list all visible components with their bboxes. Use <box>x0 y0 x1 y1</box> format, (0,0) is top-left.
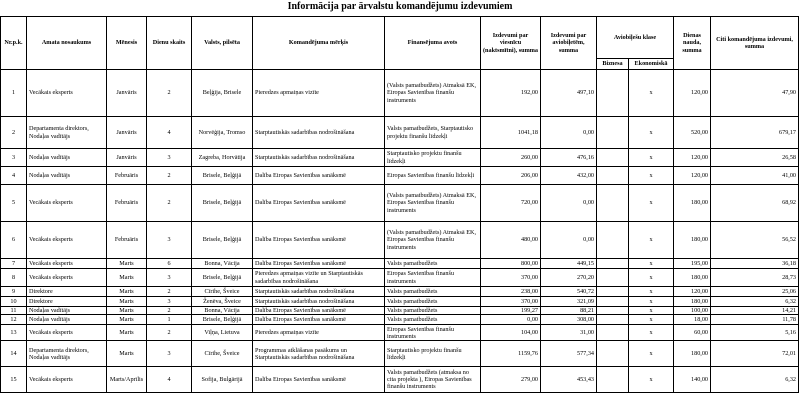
cell-tickets: 449,15 <box>541 259 597 269</box>
cell-daily: 100,00 <box>674 307 711 315</box>
cell-economy: x <box>629 167 674 185</box>
cell-accommodation: 370,00 <box>481 269 541 287</box>
cell-purpose: Dalība Eiropas Savienības sanāksmē <box>253 259 385 269</box>
cell-days: 2 <box>147 185 192 222</box>
cell-other: 679,17 <box>711 117 799 149</box>
cell-funding: (Valsts pamatbudžets) Atmaksā EK, Eiropas Savienības finanšu instruments <box>385 222 481 259</box>
table-row <box>1 315 799 325</box>
cell-other: 47,90 <box>711 70 799 117</box>
cell-other: 41,00 <box>711 167 799 185</box>
cell-economy: x <box>629 297 674 307</box>
cell-funding: Starptautisko projektu finanšu līdzekļi <box>385 149 481 167</box>
cell-business <box>597 222 629 259</box>
cell-month: Marts <box>107 315 147 325</box>
cell-nr: 10 <box>1 297 27 307</box>
cell-tickets: 0,00 <box>541 185 597 222</box>
cell-country: Viļņa, Lietuva <box>192 325 253 341</box>
cell-position: Vecākais eksperts <box>27 325 107 341</box>
cell-funding: Valsts pamatbudžets <box>385 315 481 325</box>
cell-days: 3 <box>147 222 192 259</box>
cell-nr: 1 <box>1 70 27 117</box>
cell-tickets: 0,00 <box>541 222 597 259</box>
cell-funding: Starptautisko projektu finanšu līdzekļi <box>385 341 481 367</box>
col-header-tickets: Izdevumi par aviobiļetēm, summa <box>541 17 597 70</box>
cell-month: Februāris <box>107 222 147 259</box>
table-row <box>1 222 799 259</box>
page-title: Informācija par ārvalstu komandējumu izdevumiem <box>287 1 513 12</box>
cell-economy: x <box>629 325 674 341</box>
cell-business <box>597 287 629 297</box>
cell-month: Marts <box>107 259 147 269</box>
cell-business <box>597 269 629 287</box>
cell-business <box>597 185 629 222</box>
cell-nr: 14 <box>1 341 27 367</box>
cell-other: 6,32 <box>711 367 799 393</box>
cell-purpose: Dalība Eiropas Savienības sanāksmē <box>253 167 385 185</box>
table-row <box>1 307 799 315</box>
cell-daily: 18,00 <box>674 315 711 325</box>
cell-country: Zagreba, Horvātija <box>192 149 253 167</box>
cell-nr: 2 <box>1 117 27 149</box>
cell-country: Brisele, Beļģijā <box>192 185 253 222</box>
cell-country: Cīrihe, Šveice <box>192 341 253 367</box>
cell-daily: 60,00 <box>674 325 711 341</box>
cell-tickets: 308,00 <box>541 315 597 325</box>
cell-purpose: Starptautiskās sadarbības nodrošināšana <box>253 149 385 167</box>
cell-economy: x <box>629 70 674 117</box>
cell-nr: 4 <box>1 167 27 185</box>
cell-days: 3 <box>147 341 192 367</box>
cell-purpose: Pieredzes apmaiņas vizīte <box>253 70 385 117</box>
cell-other: 26,58 <box>711 149 799 167</box>
cell-accommodation: 104,00 <box>481 325 541 341</box>
cell-accommodation: 206,00 <box>481 167 541 185</box>
cell-purpose: Programmas atklāšanas pasākums un Starptautiskās sadarbības nodrošināšana <box>253 341 385 367</box>
cell-days: 3 <box>147 149 192 167</box>
cell-country: Norvēģija, Tromso <box>192 117 253 149</box>
cell-funding: Valsts pamatbudžets (atmaksa no cita projekta ), Eiropas Savienības finanšu instruments <box>385 367 481 393</box>
cell-position: Departamenta direktors, Nodaļas vadītājs <box>27 341 107 367</box>
cell-nr: 8 <box>1 269 27 287</box>
cell-funding: (Valsts pamatbudžets) Atmaksā EK, Eiropas Savienības finanšu instruments <box>385 185 481 222</box>
cell-days: 4 <box>147 367 192 393</box>
cell-tickets: 88,21 <box>541 307 597 315</box>
cell-tickets: 270,20 <box>541 269 597 287</box>
cell-other: 5,16 <box>711 325 799 341</box>
cell-other: 6,32 <box>711 297 799 307</box>
cell-country: Brisele, Beļģijā <box>192 222 253 259</box>
col-header-accommodation: Izdevumi par viesnīcu (naktsmītni), summa <box>481 17 541 70</box>
cell-tickets: 497,10 <box>541 70 597 117</box>
cell-funding: Eiropas Savienības finanšu instruments <box>385 269 481 287</box>
cell-month: Marts <box>107 287 147 297</box>
cell-position: Vecākais eksperts <box>27 259 107 269</box>
cell-nr: 15 <box>1 367 27 393</box>
col-header-ticket-class: Aviobiļešu klase <box>597 17 674 59</box>
cell-daily: 120,00 <box>674 70 711 117</box>
cell-position: Direktore <box>27 287 107 297</box>
col-header-country: Valsts, pilsēta <box>192 17 253 70</box>
cell-nr: 13 <box>1 325 27 341</box>
cell-nr: 9 <box>1 287 27 297</box>
cell-business <box>597 341 629 367</box>
cell-days: 3 <box>147 297 192 307</box>
cell-funding: (Valsts pamatbudžets) Atmaksā EK, Eiropas Savienības finanšu instruments <box>385 70 481 117</box>
cell-funding: Eiropas Savienības finanšu instruments <box>385 325 481 341</box>
cell-accommodation: 480,00 <box>481 222 541 259</box>
cell-accommodation: 0,00 <box>481 315 541 325</box>
cell-accommodation: 370,00 <box>481 297 541 307</box>
table-body <box>1 70 799 393</box>
cell-nr: 7 <box>1 259 27 269</box>
col-header-purpose: Komandējuma mērķis <box>253 17 385 70</box>
cell-accommodation: 1041,18 <box>481 117 541 149</box>
cell-position: Departamenta direktors, Nodaļas vadītājs <box>27 117 107 149</box>
cell-nr: 11 <box>1 307 27 315</box>
cell-funding: Valsts pamatbudžets, Starptautisko projektu finanšu līdzekļi <box>385 117 481 149</box>
cell-funding: Valsts pamatbudžets <box>385 259 481 269</box>
cell-daily: 180,00 <box>674 341 711 367</box>
cell-country: Brisele, Beļģijā <box>192 315 253 325</box>
cell-accommodation: 238,00 <box>481 287 541 297</box>
table-row <box>1 149 799 167</box>
cell-economy: x <box>629 341 674 367</box>
cell-accommodation: 1159,76 <box>481 341 541 367</box>
cell-month: Janvāris <box>107 117 147 149</box>
cell-daily: 195,00 <box>674 259 711 269</box>
cell-business <box>597 167 629 185</box>
cell-position: Vecākais eksperts <box>27 70 107 117</box>
table-row <box>1 117 799 149</box>
cell-funding: Eiropas Savienības finanšu līdzekļi <box>385 167 481 185</box>
cell-economy: x <box>629 149 674 167</box>
cell-tickets: 31,00 <box>541 325 597 341</box>
cell-purpose: Dalība Eiropas Savienības sanāksmē <box>253 307 385 315</box>
col-header-daily: Dienas nauda, summa <box>674 17 711 70</box>
col-header-funding: Finansējuma avots <box>385 17 481 70</box>
expenses-table <box>0 16 799 393</box>
cell-daily: 120,00 <box>674 149 711 167</box>
cell-country: Brisele, Beļģijā <box>192 167 253 185</box>
cell-position: Vecākais eksperts <box>27 222 107 259</box>
cell-month: Janvāris <box>107 149 147 167</box>
cell-nr: 6 <box>1 222 27 259</box>
cell-purpose: Dalība Eiropas Savienības sanāksmē <box>253 222 385 259</box>
cell-other: 56,52 <box>711 222 799 259</box>
cell-accommodation: 192,00 <box>481 70 541 117</box>
cell-days: 2 <box>147 325 192 341</box>
cell-nr: 5 <box>1 185 27 222</box>
cell-accommodation: 260,00 <box>481 149 541 167</box>
cell-funding: Valsts pamatbudžets <box>385 307 481 315</box>
cell-month: Janvāris <box>107 70 147 117</box>
col-header-business: Biznesa <box>597 59 629 70</box>
cell-days: 3 <box>147 269 192 287</box>
cell-daily: 520,00 <box>674 117 711 149</box>
cell-economy: x <box>629 287 674 297</box>
cell-days: 2 <box>147 70 192 117</box>
cell-country: Cīrihe, Šveice <box>192 287 253 297</box>
cell-economy: x <box>629 259 674 269</box>
cell-month: Marts <box>107 297 147 307</box>
cell-days: 4 <box>147 117 192 149</box>
cell-days: 1 <box>147 315 192 325</box>
cell-other: 36,18 <box>711 259 799 269</box>
cell-month: Februāris <box>107 185 147 222</box>
cell-business <box>597 325 629 341</box>
table-row <box>1 367 799 393</box>
cell-tickets: 0,00 <box>541 117 597 149</box>
table-row <box>1 259 799 269</box>
cell-position: Vecākais eksperts <box>27 185 107 222</box>
cell-economy: x <box>629 315 674 325</box>
cell-other: 72,01 <box>711 341 799 367</box>
cell-daily: 180,00 <box>674 297 711 307</box>
cell-economy: x <box>629 222 674 259</box>
cell-purpose: Dalība Eiropas Savienības sanāksmē <box>253 315 385 325</box>
cell-daily: 140,00 <box>674 367 711 393</box>
cell-position: Vecākais eksperts <box>27 367 107 393</box>
table-row <box>1 297 799 307</box>
cell-country: Ženēva, Šveice <box>192 297 253 307</box>
cell-daily: 180,00 <box>674 222 711 259</box>
cell-economy: x <box>629 307 674 315</box>
cell-purpose: Dalība Eiropas Savienības sanāksmē <box>253 185 385 222</box>
cell-month: Marts/Aprīlis <box>107 367 147 393</box>
cell-tickets: 476,16 <box>541 149 597 167</box>
cell-days: 6 <box>147 259 192 269</box>
header-row <box>1 17 799 59</box>
cell-days: 2 <box>147 287 192 297</box>
cell-funding: Valsts pamatbudžets <box>385 297 481 307</box>
cell-tickets: 453,43 <box>541 367 597 393</box>
cell-month: Marts <box>107 341 147 367</box>
col-header-economy: Ekonomiskā <box>629 59 674 70</box>
cell-month: Februāris <box>107 167 147 185</box>
cell-business <box>597 117 629 149</box>
cell-business <box>597 367 629 393</box>
cell-business <box>597 315 629 325</box>
cell-country: Beļģija, Brisele <box>192 70 253 117</box>
cell-position: Nodaļas vadītājs <box>27 315 107 325</box>
cell-tickets: 540,72 <box>541 287 597 297</box>
cell-position: Vecākais eksperts <box>27 269 107 287</box>
cell-economy: x <box>629 185 674 222</box>
table-row <box>1 185 799 222</box>
cell-days: 2 <box>147 167 192 185</box>
cell-month: Marts <box>107 307 147 315</box>
cell-tickets: 321,09 <box>541 297 597 307</box>
cell-other: 68,92 <box>711 185 799 222</box>
cell-purpose: Starptautiskās sadarbības nodrošināšana <box>253 297 385 307</box>
cell-purpose: Starptautiskās sadarbības nodrošināšana <box>253 287 385 297</box>
table-row <box>1 325 799 341</box>
table-row <box>1 167 799 185</box>
cell-funding: Valsts pamatbudžets <box>385 287 481 297</box>
cell-purpose: Pieredzes apmaiņas vizīte <box>253 325 385 341</box>
cell-days: 2 <box>147 307 192 315</box>
cell-business <box>597 259 629 269</box>
cell-country: Bonna, Vācija <box>192 307 253 315</box>
cell-accommodation: 800,00 <box>481 259 541 269</box>
cell-economy: x <box>629 117 674 149</box>
cell-daily: 120,00 <box>674 167 711 185</box>
cell-other: 28,73 <box>711 269 799 287</box>
cell-daily: 180,00 <box>674 185 711 222</box>
cell-tickets: 577,34 <box>541 341 597 367</box>
cell-daily: 120,00 <box>674 287 711 297</box>
cell-month: Marts <box>107 325 147 341</box>
cell-purpose: Dalība Eiropas Savienības sanāksmē <box>253 367 385 393</box>
col-header-days: Dienu skaits <box>147 17 192 70</box>
cell-country: Brisele, Beļģijā <box>192 269 253 287</box>
cell-other: 14,21 <box>711 307 799 315</box>
cell-business <box>597 307 629 315</box>
cell-other: 11,78 <box>711 315 799 325</box>
table-row <box>1 269 799 287</box>
cell-accommodation: 279,00 <box>481 367 541 393</box>
cell-position: Nodaļas vadītājs <box>27 167 107 185</box>
cell-daily: 180,00 <box>674 269 711 287</box>
cell-accommodation: 199,27 <box>481 307 541 315</box>
cell-tickets: 432,00 <box>541 167 597 185</box>
cell-economy: x <box>629 367 674 393</box>
cell-purpose: Starptautiskās sadarbības nodrošināšana <box>253 117 385 149</box>
cell-month: Marts <box>107 269 147 287</box>
cell-purpose: Pieredzes apmaiņas vizīte un Starptautiskās sadarbības nodrošināšana <box>253 269 385 287</box>
cell-position: Nodaļas vadītājs <box>27 307 107 315</box>
col-header-position: Amata nosaukums <box>27 17 107 70</box>
cell-business <box>597 149 629 167</box>
cell-accommodation: 720,00 <box>481 185 541 222</box>
table-row <box>1 341 799 367</box>
cell-business <box>597 297 629 307</box>
cell-position: Nodaļas vadītājs <box>27 149 107 167</box>
cell-business <box>597 70 629 117</box>
table-row <box>1 287 799 297</box>
col-header-other: Citi komandējuma izdevumi, summa <box>711 17 799 70</box>
cell-economy: x <box>629 269 674 287</box>
cell-nr: 12 <box>1 315 27 325</box>
cell-nr: 3 <box>1 149 27 167</box>
table-row <box>1 70 799 117</box>
cell-other: 25,06 <box>711 287 799 297</box>
cell-position: Direktore <box>27 297 107 307</box>
col-header-month: Mēnesis <box>107 17 147 70</box>
cell-country: Sofija, Bulgārijā <box>192 367 253 393</box>
cell-country: Bonna, Vācija <box>192 259 253 269</box>
col-header-nr: Nr.p.k. <box>1 17 27 70</box>
